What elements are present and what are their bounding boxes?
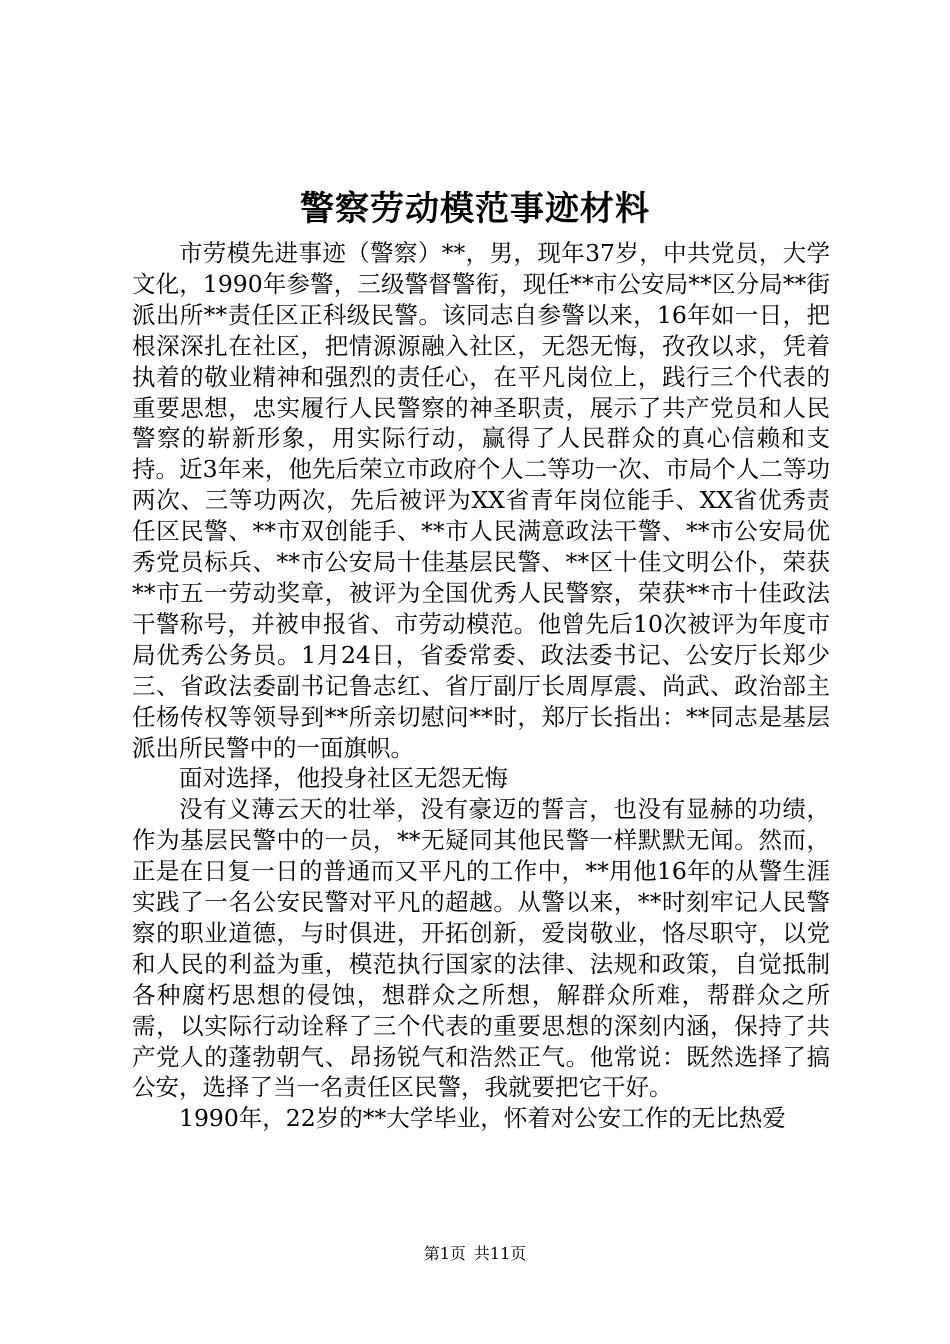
document-title: 警察劳动模范事迹材料 [300,189,650,229]
page-number-total: 共11页 [473,1244,527,1263]
page-number-current: 第1页 [423,1244,466,1263]
paragraph-deeds: 没有义薄云天的壮举，没有豪迈的誓言，也没有显赫的功绩，作为基层民警中的一员，**无疑同其他民警一样默默无闻。然而，正是在日复一日的普通而又平凡的工作中，**用他16年的从警生涯实践了一名公安民警对平凡的超越。从警以来，**时刻牢记人民警察的职业道德，与时俱进，开拓创新，爱岗敬业，恪尽职守，以党和人民的利益为重，模范执行国家的法律、法规和政策，自觉抵制各种腐朽思想的侵蚀，想群众之所想，解群众所难，帮群众之所需，以实际行动诠释了三个代表的重要思想的深刻内涵，保持了共产党人的蓬勃朝气、昂扬锐气和浩然正气。他常说：既然选择了搞公安，选择了当一名责任区民警，我就要把它干好。 [132,795,830,1102]
page-footer [0,1242,950,1266]
paragraph-subheading: 面对选择，他投身社区无怨无悔 [179,764,508,793]
document-body [132,238,830,1134]
paragraph-intro: 市劳模先进事迹（警察）**，男，现年37岁，中共党员，大学文化，1990年参警，三级警督警衔，现任**市公安局**区分局**街派出所**责任区正科级民警。该同志自参警以来，16年如一日，把根深深扎在社区，把情源源融入社区，无怨无悔，孜孜以求，凭着执着的敬业精神和强烈的责任心，在平凡岗位上，践行三个代表的重要思想，忠实履行人民警察的神圣职责，展示了共产党员和人民警察的崭新形象，用实际行动，赢得了人民群众的真心信赖和支持。近3年来，他先后荣立市政府个人二等功一次、市局个人二等功两次、三等功两次，先后被评为XX省青年岗位能手、XX省优秀责任区民警、**市双创能手、**市人民满意政法干警、**市公安局优秀党员标兵、**市公安局十佳基层民警、**区十佳文明公仆，荣获**市五一劳动奖章，被评为全国优秀人民警察，荣获**市十佳政法干警称号，并被申报省、市劳动模范。他曾先后10次被评为年度市局优秀公务员。1月24日，省委常委、政法委书记、公安厅长郑少三、省政法委副书记鲁志红、省厅副厅长周厚震、尚武、政治部主任杨传权等领导到**所亲切慰问**时，郑厅长指出：**同志是基层派出所民警中的一面旗帜。 [132,239,830,762]
paragraph-1990: 1990年，22岁的**大学毕业，怀着对公安工作的无比热爱 [179,1104,786,1133]
